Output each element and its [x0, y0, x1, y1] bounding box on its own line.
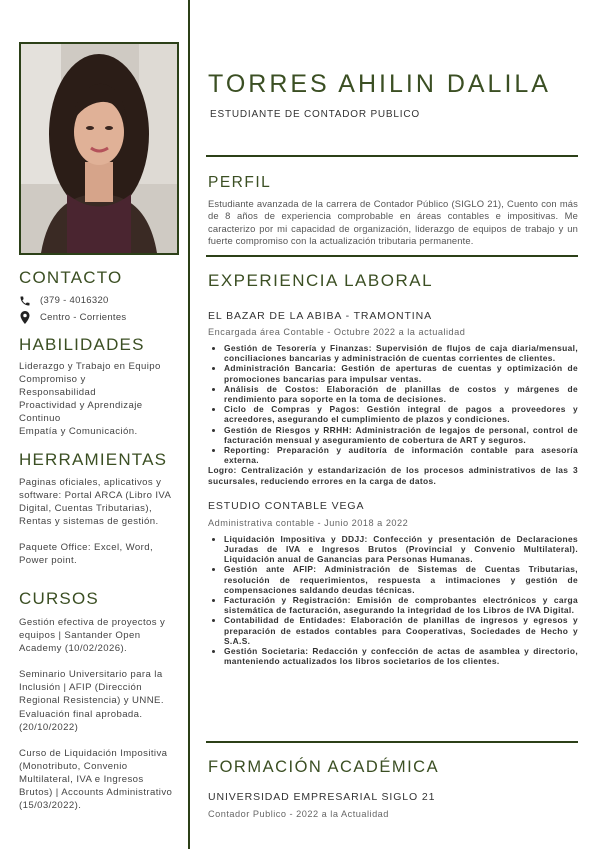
courses-heading: CURSOS: [19, 589, 99, 608]
portrait-image: [21, 44, 177, 253]
education-heading: FORMACIÓN ACADÉMICA: [208, 758, 440, 776]
course-item: Seminario Universitario para la Inclusión | AFIP (Dirección Regional Resistencia) y UNNE. Evaluación final aprobada. (20/10/2022): [19, 669, 164, 733]
profile-photo: [19, 42, 179, 255]
job-company: EL BAZAR DE LA ABIBA - TRAMONTINA: [208, 310, 433, 322]
job-achievement: Logro: Centralización y estandarización de los procesos administrativos de las 3 sucursales, reduciendo errores en la carga de datos.: [208, 465, 578, 486]
experience-section: [208, 271, 578, 666]
profile-text: Estudiante avanzada de la carrera de Contador Público (SIGLO 21), Cuento con más de 8 años de experiencia comprobable en áreas contables e impositivas. Me caracterizo por mi capacidad de organización, liderazgo de equipos de trabajo y un fuerte compromiso con la actualización tributaria permanente.: [208, 198, 578, 247]
tools-section: [19, 450, 179, 568]
job-entry: [208, 500, 578, 667]
profile-heading: PERFIL: [208, 174, 272, 191]
duty-item: • Reporting: Preparación y auditoría de información contable para asesoría externa.: [224, 445, 578, 465]
column-divider: [188, 0, 190, 849]
education-institution: UNIVERSIDAD EMPRESARIAL SIGLO 21: [208, 791, 436, 803]
skills-list: [19, 360, 179, 439]
divider: [206, 255, 578, 257]
duty-item: • Análisis de Costos: Elaboración de planillas de costos y márgenes de rendimiento para soporte en la toma de decisiones.: [224, 384, 578, 404]
skill-item: Compromiso y: [19, 374, 86, 386]
location-pin-icon: [19, 311, 31, 324]
skill-item: Liderazgo y Trabajo en Equipo: [19, 361, 161, 372]
duty-item: • Gestión de Riesgos y RRHH: Administración de legajos de personal, control de facturación mensual y aseguramiento de cobertura de ART y seguros.: [224, 425, 578, 445]
duty-item: • Gestión Societaria: Redacción y confección de actas de asamblea y directorio, manteniendo actualizados los libros societarios de los clientes.: [224, 646, 578, 666]
duty-item: • Facturación y Registración: Emisión de comprobantes electrónicos y carga sistemática de facturación, asegurando la integridad de los Libros de IVA Digital.: [224, 595, 578, 615]
course-item: Gestión efectiva de proyectos y equipos | Santander Open Academy (10/02/2026).: [19, 617, 166, 655]
contact-phone-row: [19, 292, 179, 309]
contact-phone[interactable]: (379 - 4016320: [40, 295, 109, 306]
education-detail: Contador Publico - 2022 a la Actualidad: [208, 809, 389, 819]
skill-item: Proactividad y Aprendizaje: [19, 400, 143, 412]
experience-heading: EXPERIENCIA LABORAL: [208, 271, 434, 290]
contact-section: [19, 268, 179, 326]
contact-location: Centro - Corrientes: [40, 312, 127, 323]
job-role: Encargada área Contable - Octubre 2022 a la actualidad: [208, 327, 466, 337]
duty-item: • Administración Bancaria: Gestión de aperturas de cuentas y optimización de promociones bancarias para impulsar ventas.: [224, 363, 578, 383]
divider: [206, 155, 578, 157]
job-duties: [208, 343, 578, 465]
duty-item: • Gestión ante AFIP: Administración de Sistemas de Cuentas Tributarias, resolución de requerimientos, respuesta a intimaciones y gestión de compensaciones saldando deudas técnicas.: [224, 564, 578, 595]
contact-heading: CONTACTO: [19, 268, 123, 287]
job-duties: [208, 534, 578, 667]
full-name: TORRES AHILIN DALILA: [208, 70, 551, 98]
profile-section: [208, 174, 578, 248]
phone-icon: [19, 295, 31, 307]
tools-heading: HERRAMIENTAS: [19, 450, 168, 469]
duty-item: • Ciclo de Compras y Pagos: Gestión integral de pagos a proveedores y acreedores, asegurando el cumplimiento de plazos y condiciones.: [224, 404, 578, 424]
skill-item: Continuo: [19, 413, 61, 425]
job-entry: [208, 310, 578, 486]
courses-section: [19, 589, 179, 812]
job-title: ESTUDIANTE DE CONTADOR PUBLICO: [210, 109, 420, 120]
job-role: Administrativa contable - Junio 2018 a 2022: [208, 517, 409, 528]
duty-item: • Gestión de Tesorería y Finanzas: Supervisión de flujos de caja diaria/mensual, conciliaciones bancarias y administración de cuentas corrientes de clientes.: [224, 343, 578, 363]
skills-section: [19, 335, 179, 439]
course-item: Curso de Liquidación Impositiva (Monotributo, Convenio Multilateral, IVA e Ingresos Brutos) | Accounts Administrativo (15/03/2022).: [19, 747, 173, 812]
divider: [206, 741, 578, 743]
tools-software: Paginas oficiales, aplicativos y software: Portal ARCA (Libro IVA Digital, Cuentas Tributarias), Rentas y sistemas de gestión.: [19, 477, 171, 528]
duty-item: • Contabilidad de Entidades: Elaboración de planillas de ingresos y egresos y preparación de estados contables para Cooperativas, Sociedades de Hecho y S.A.S.: [224, 615, 578, 646]
tools-office: Paquete Office: Excel, Word, Power point.: [19, 542, 154, 567]
skill-item: Empatía y Comunicación.: [19, 426, 138, 438]
job-company: ESTUDIO CONTABLE VEGA: [208, 499, 365, 512]
skills-heading: HABILIDADES: [19, 335, 145, 354]
education-section: [208, 758, 578, 819]
skill-item: Responsabilidad: [19, 387, 96, 399]
contact-location-row: [19, 309, 179, 326]
duty-item: • Liquidación Impositiva y DDJJ: Confección y presentación de Declaraciones Juradas de IVA e Ingresos Brutos (Provincial y Convenio Multilateral). Liquidación anual de Ganancias para Personas Humanas.: [224, 534, 578, 565]
